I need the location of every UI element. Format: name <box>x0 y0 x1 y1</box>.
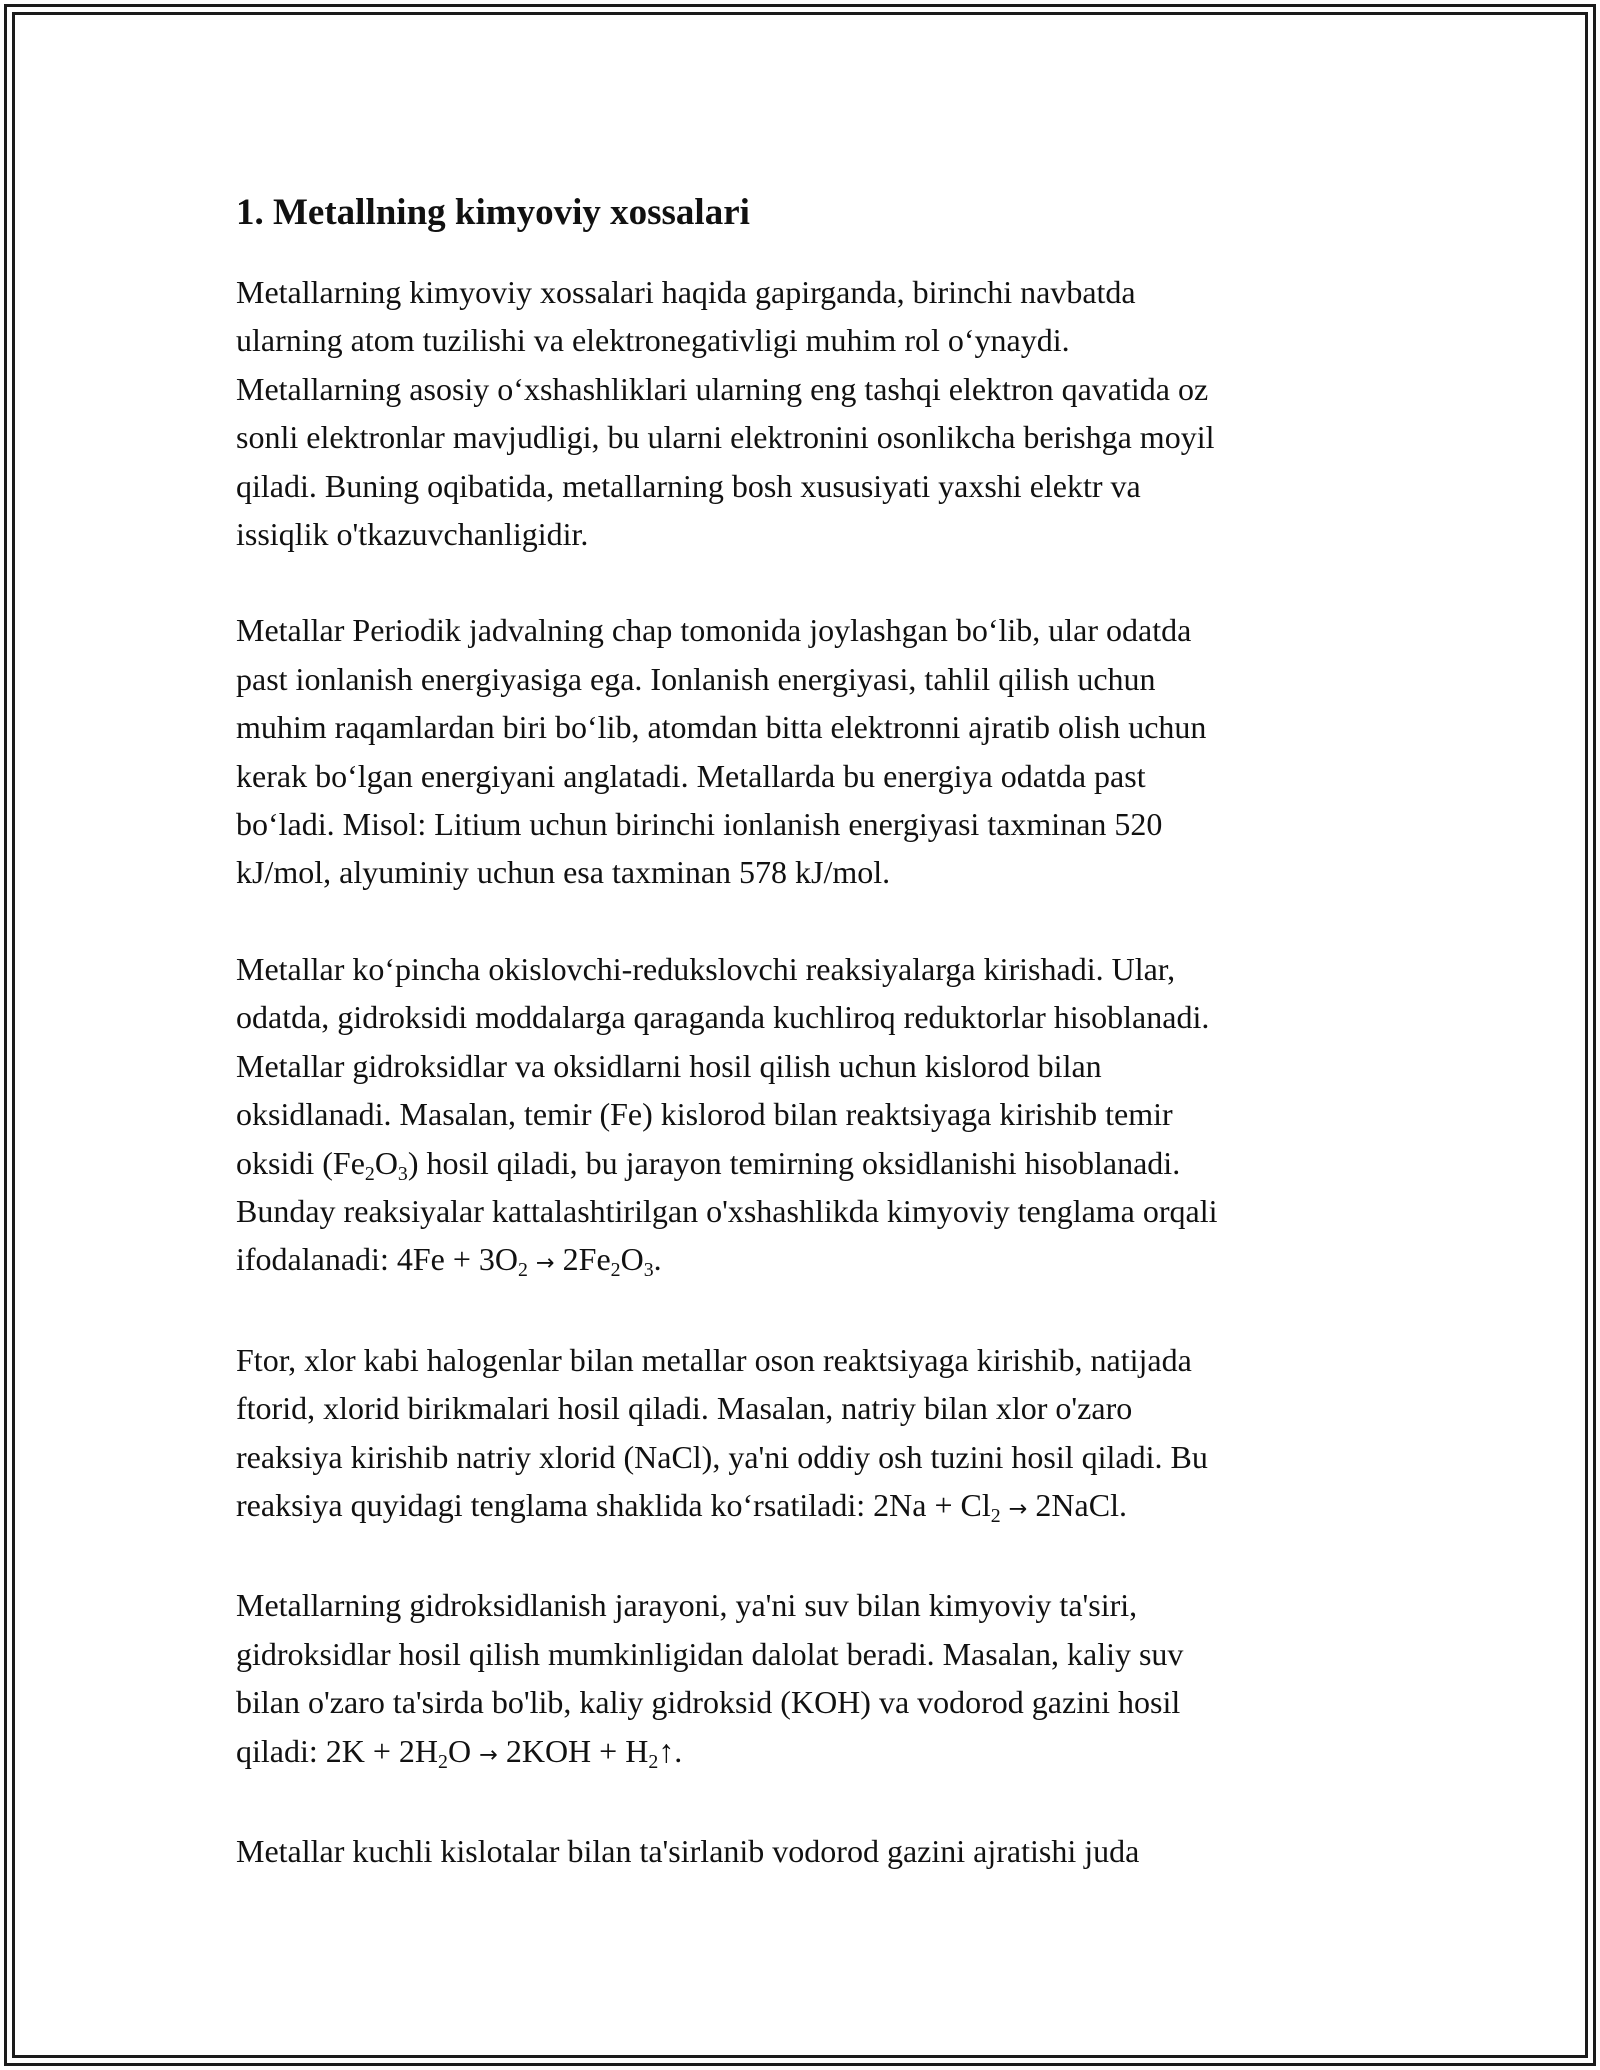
paragraph-halogen-reactions <box>236 1336 1370 1534</box>
text-line: past ionlanish energiyasiga ega. Ionlanish energiyasi, tahlil qilish uchun <box>236 660 1156 697</box>
text-line: Metallar ko‘pincha okislovchi-redukslovchi reaksiyalarga kirishadi. Ular, <box>236 950 1176 987</box>
text-line: ularning atom tuzilishi va elektronegativligi muhim rol o‘ynaydi. <box>236 322 1070 359</box>
text-line: Ftor, xlor kabi halogenlar bilan metallar oson reaktsiyaga kirishib, natijada <box>236 1341 1192 1378</box>
text-line: Metallarning kimyoviy xossalari haqida gapirganda, birinchi navbatda <box>236 274 1136 310</box>
text-line: kerak bo‘lgan energiyani anglatadi. Metallarda bu energiya odatda past <box>236 757 1146 794</box>
text-line: Metallarning asosiy o‘xshashliklari ularning eng tashqi elektron qavatida oz <box>236 370 1209 407</box>
text-line: Bunday reaksiyalar kattalashtirilgan o'xshashlikda kimyoviy tenglama orqali <box>236 1192 1218 1229</box>
text-line: Metallar kuchli kislotalar bilan ta'sirlanib vodorod gazini ajratishi juda <box>236 1832 1140 1869</box>
subscript: 3 <box>643 1259 654 1282</box>
text-line: oksidi $(Fe_2O_3)$ hosil qiladi, bu jarayon temirning oksidlanishi hisoblanadi. <box>236 1144 1181 1185</box>
paragraph-atomic-structure <box>236 268 1370 558</box>
paragraph-hydroxide-formation <box>236 1581 1370 1779</box>
equation-line: qiladi: $2K + 2H_2O \to 2KOH$ + $H_2↑$. <box>236 1732 683 1773</box>
paragraph-acid-reactions <box>236 1827 1370 1875</box>
reaction-arrow-icon: → <box>535 1250 555 1277</box>
text-line: bo‘ladi. Misol: Litium uchun birinchi ionlanish energiyasi taxminan 520 <box>236 806 1163 843</box>
subscript: 2 <box>438 1750 448 1773</box>
text-line: muhim raqamlardan biri bo‘lib, atomdan bitta elektronni ajratib olish uchun <box>236 709 1207 746</box>
document-body <box>236 184 1370 1923</box>
reaction-arrow-icon: → <box>1008 1495 1028 1522</box>
subscript: 2 <box>517 1259 528 1282</box>
equation-line: ifodalanadi: $4Fe + 3O_2 \to 2Fe_2O_3$. <box>236 1241 662 1282</box>
subscript: 2 <box>648 1750 659 1773</box>
text-line: issiqlik o'tkazuvchanligidir. <box>236 516 589 553</box>
section-heading: 1. Metallning kimyoviy xossalari <box>236 192 750 233</box>
text-line: bilan o'zaro ta'sirda bo'lib, kaliy gidroksid (KOH) va vodorod gazini hosil <box>236 1684 1181 1721</box>
paragraph-ionization-energy <box>236 606 1370 896</box>
text-line: sonli elektronlar mavjudligi, bu ularni elektronini osonlikcha berishga moyil <box>236 419 1215 456</box>
subscript: 2 <box>364 1162 375 1185</box>
text-line: odatda, gidroksidi moddalarga qaraganda kuchliroq reduktorlar hisoblanadi. <box>236 999 1210 1036</box>
reaction-arrow-icon: → <box>479 1741 498 1768</box>
subscript: 2 <box>610 1259 621 1282</box>
text-line: gidroksidlar hosil qilish mumkinligidan dalolat beradi. Masalan, kaliy suv <box>236 1635 1184 1672</box>
subscript: 2 <box>990 1504 1001 1527</box>
text-line: reaksiya kirishib natriy xlorid (NaCl), ya'ni oddiy osh tuzini hosil qiladi. Bu <box>236 1438 1208 1475</box>
paragraph-redox-reactions <box>236 945 1370 1288</box>
equation-line: reaksiya quyidagi tenglama shaklida ko‘rsatiladi: $2Na + Cl_2$ → 2NaCl. <box>236 1486 1127 1527</box>
text-line: Metallarning gidroksidlanish jarayoni, ya'ni suv bilan kimyoviy ta'siri, <box>236 1587 1138 1624</box>
text-line: Metallar gidroksidlar va oksidlarni hosil qilish uchun kislorod bilan <box>236 1047 1102 1084</box>
subscript: 3 <box>397 1162 408 1185</box>
text-line: qiladi. Buning oqibatida, metallarning bosh xususiyati yaxshi elektr va <box>236 467 1141 504</box>
text-line: kJ/mol, alyuminiy uchun esa taxminan 578 kJ/mol. <box>236 854 891 891</box>
text-line: oksidlanadi. Masalan, temir (Fe) kislorod bilan reaktsiyaga kirishib temir <box>236 1096 1173 1133</box>
text-line: Metallar Periodik jadvalning chap tomonida joylashgan bo‘lib, ular odatda <box>236 612 1192 649</box>
text-line: ftorid, xlorid birikmalari hosil qiladi. Masalan, natriy bilan xlor o'zaro <box>236 1390 1133 1427</box>
